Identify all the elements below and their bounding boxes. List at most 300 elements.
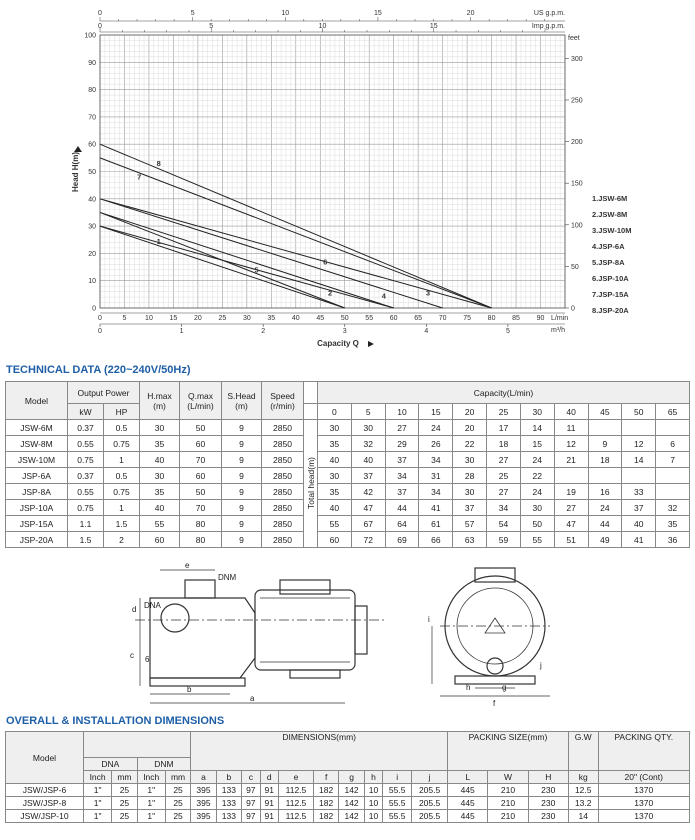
cell-head: 30 — [453, 484, 487, 500]
top-axis-usgpm-tick-label: 10 — [281, 10, 290, 17]
front-discharge — [475, 568, 515, 582]
cell-kw: 0.37 — [68, 420, 104, 436]
cell-hmax: 55 — [140, 516, 180, 532]
cell-qmax: 70 — [180, 500, 222, 516]
motor-body — [255, 590, 355, 670]
cell-head: 35 — [656, 516, 690, 532]
dim-cell-dnm-inch: 1" — [137, 810, 165, 823]
legend-entry: 1.JSW-6M — [592, 194, 628, 203]
cell-head: 44 — [588, 516, 622, 532]
dim-col-dna — [84, 732, 191, 758]
motor-base — [290, 670, 340, 678]
dim-cell-dna-mm: 25 — [112, 810, 137, 823]
cell-head: 7 — [656, 452, 690, 468]
dimensions-row — [6, 784, 690, 797]
cell-head: 34 — [419, 484, 453, 500]
pump-base — [150, 678, 245, 686]
motor-fan-cover — [355, 606, 367, 654]
cell-model: JSP-8A — [6, 484, 68, 500]
cell-head: 27 — [487, 452, 521, 468]
dim-cell-h: 10 — [364, 810, 382, 823]
dim-cell-pack: 445 — [448, 797, 488, 810]
cell-head: 72 — [351, 532, 385, 548]
cell-head: 54 — [487, 516, 521, 532]
dim-subcol-g: g — [339, 771, 364, 784]
dim-cell-d: 91 — [260, 797, 278, 810]
cell-head: 66 — [419, 532, 453, 548]
cell-head: 34 — [487, 500, 521, 516]
dim-cell-dna-inch: 1" — [84, 797, 112, 810]
dim-cell-dna-mm: 25 — [112, 797, 137, 810]
dim-cell-b: 133 — [216, 797, 241, 810]
cell-head: 32 — [351, 436, 385, 452]
cell-speed: 2850 — [262, 420, 304, 436]
dimensions-title: OVERALL & INSTALLATION DIMENSIONS — [6, 715, 225, 727]
cell-head: 60 — [318, 532, 352, 548]
dim-subcol-f: f — [313, 771, 338, 784]
capacity-header-cell: 0 — [318, 404, 352, 420]
side-view-drawing — [135, 570, 385, 703]
cell-head: 47 — [351, 500, 385, 516]
bottom-axis-m3h-tick-label: 2 — [261, 328, 266, 335]
legend-entry: 7.JSP-15A — [592, 290, 629, 299]
bottom-axis-lmin-tick-label: 45 — [316, 315, 325, 322]
dimensions-row — [6, 810, 690, 823]
label-6: 6 — [145, 655, 150, 664]
bottom-axis-m3h-tick-label: 4 — [424, 328, 429, 335]
pump-casing — [150, 598, 255, 678]
cell-qmax: 60 — [180, 436, 222, 452]
dim-cell-gw: 14 — [568, 810, 598, 823]
bottom-axis-m3h-tick-label: 0 — [98, 328, 102, 335]
cell-head: 67 — [351, 516, 385, 532]
left-axis-tick-label: 100 — [84, 32, 96, 40]
left-axis-tick-label: 0 — [92, 305, 96, 313]
dim-cell-dnm-inch: 1" — [137, 784, 165, 797]
cell-head: 30 — [318, 420, 352, 436]
legend-entry: 5.JSP-8A — [592, 258, 625, 267]
right-axis-tick-label: 50 — [571, 263, 579, 271]
cell-qmax: 80 — [180, 516, 222, 532]
dim-cell-gw: 13.2 — [568, 797, 598, 810]
left-axis-tick-label: 10 — [88, 278, 96, 286]
cell-head: 33 — [622, 484, 656, 500]
cell-qmax: 80 — [180, 532, 222, 548]
dim-cell-d: 91 — [260, 784, 278, 797]
cell-head: 19 — [554, 484, 588, 500]
dim-cell-g: 142 — [339, 797, 364, 810]
cell-head: 37 — [453, 500, 487, 516]
label-j: j — [540, 661, 542, 670]
cell-speed: 2850 — [262, 452, 304, 468]
dim-cell-a: 395 — [191, 810, 216, 823]
cell-head: 24 — [520, 484, 554, 500]
dim-subcol-inch: Inch — [84, 771, 112, 784]
cell-head: 40 — [622, 516, 656, 532]
dim-cell-j: 205.5 — [412, 797, 448, 810]
cell-model: JSP-10A — [6, 500, 68, 516]
capacity-spacer — [304, 382, 318, 404]
cell-head: 22 — [520, 468, 554, 484]
left-axis-tick-label: 30 — [88, 223, 96, 231]
label-h: h — [466, 683, 471, 692]
col-speed: Speed (r/min) — [262, 382, 304, 420]
bottom-axis-m3h-unit: m³/h — [551, 327, 565, 334]
dim-cell-g: 142 — [339, 810, 364, 823]
cell-head: 27 — [385, 420, 419, 436]
cell-head: 21 — [554, 452, 588, 468]
dim-cell-j: 205.5 — [412, 810, 448, 823]
cell-head: 27 — [487, 484, 521, 500]
right-axis-tick-label: 0 — [571, 305, 575, 313]
cell-head: 12 — [622, 436, 656, 452]
legend-entry: 6.JSP-10A — [592, 274, 629, 283]
cell-head: 14 — [520, 420, 554, 436]
total-head-label-cell — [304, 420, 318, 548]
cell-speed: 2850 — [262, 516, 304, 532]
dim-cell-f: 182 — [313, 784, 338, 797]
right-axis-unit: feet — [568, 35, 580, 42]
cell-head: 34 — [385, 468, 419, 484]
dim-subcol-d: d — [260, 771, 278, 784]
cell-head: 50 — [520, 516, 554, 532]
bottom-axis-m3h-tick-label: 3 — [342, 328, 347, 335]
total-head-label: Total head(m) — [305, 456, 316, 509]
bottom-axis-lmin-tick-label: 15 — [169, 315, 178, 322]
col-qmax: Q.max (L/min) — [180, 382, 222, 420]
top-axis-usgpm-unit: US g.p.m. — [533, 10, 565, 17]
dim-cell-qty: 1370 — [598, 784, 690, 797]
dim-cell-c: 97 — [242, 784, 260, 797]
col-capacity: Capacity(L/min) — [318, 382, 690, 404]
dim-cell-dna-inch: 1" — [84, 810, 112, 823]
technical-row — [6, 532, 690, 548]
cell-head: 24 — [588, 500, 622, 516]
cell-head: 15 — [520, 436, 554, 452]
curve-number-label: 1 — [156, 236, 161, 246]
cell-head: 40 — [318, 452, 352, 468]
cell-head: 12 — [554, 436, 588, 452]
bottom-axis-lmin-tick-label: 90 — [536, 315, 545, 322]
cell-head: 59 — [487, 532, 521, 548]
cell-model: JSP-20A — [6, 532, 68, 548]
cell-head: 6 — [656, 436, 690, 452]
dim-cell-model: JSW/JSP-8 — [6, 797, 84, 810]
cell-head: 41 — [622, 532, 656, 548]
cell-kw: 0.37 — [68, 468, 104, 484]
right-axis-tick-label: 150 — [571, 180, 583, 188]
curve-number-label: 7 — [137, 172, 142, 182]
x-axis-arrow-icon — [368, 341, 374, 347]
dim-cell-pack: 210 — [488, 784, 528, 797]
cell-head: 14 — [622, 452, 656, 468]
cell-head: 30 — [453, 452, 487, 468]
dim-cell-c: 97 — [242, 810, 260, 823]
cell-head: 44 — [385, 500, 419, 516]
col-kw: kW — [68, 404, 104, 420]
cell-head: 37 — [622, 500, 656, 516]
cell-head: 64 — [385, 516, 419, 532]
cell-hp: 1 — [104, 500, 140, 516]
dim-cell-i: 55.5 — [383, 784, 412, 797]
cell-qmax: 50 — [180, 420, 222, 436]
left-axis-tick-label: 40 — [88, 196, 96, 204]
capacity-header-cell: 45 — [588, 404, 622, 420]
dim-cell-a: 395 — [191, 784, 216, 797]
cell-head: 28 — [453, 468, 487, 484]
technical-row — [6, 420, 690, 436]
bottom-axis-lmin-tick-label: 75 — [463, 315, 472, 322]
dim-cell-b: 133 — [216, 810, 241, 823]
dim-cell-qty: 1370 — [598, 797, 690, 810]
dim-cell-e: 112.5 — [278, 784, 313, 797]
cell-head — [656, 484, 690, 500]
label-e: e — [185, 561, 190, 570]
discharge-port — [185, 580, 215, 598]
capacity-header-cell: 20 — [453, 404, 487, 420]
dim-cell-b: 133 — [216, 784, 241, 797]
terminal-box — [280, 580, 330, 594]
performance-chart-svg — [0, 0, 695, 355]
left-axis-tick-label: 20 — [88, 250, 96, 258]
label-a: a — [250, 694, 255, 703]
cell-shead: 9 — [222, 468, 262, 484]
top-axis-usgpm-tick-label: 15 — [374, 10, 382, 17]
cell-head — [622, 420, 656, 436]
legend-entry: 8.JSP-20A — [592, 306, 629, 315]
cell-speed: 2850 — [262, 436, 304, 452]
dim-subcol-pack-L: L — [448, 771, 488, 784]
cell-head: 41 — [419, 500, 453, 516]
label-d: d — [132, 605, 137, 614]
label-dnm: DNM — [218, 573, 237, 582]
cell-shead: 9 — [222, 516, 262, 532]
bottom-axis-lmin-tick-label: 35 — [267, 315, 276, 322]
cell-head: 63 — [453, 532, 487, 548]
cell-hp: 0.5 — [104, 468, 140, 484]
dim-cell-pack: 210 — [488, 797, 528, 810]
cell-hmax: 35 — [140, 436, 180, 452]
cell-kw: 1.5 — [68, 532, 104, 548]
dim-subcol-c: c — [242, 771, 260, 784]
dim-subcol-mm: mm — [165, 771, 190, 784]
label-b: b — [187, 685, 192, 694]
dim-subcol-e: e — [278, 771, 313, 784]
cell-head: 47 — [554, 516, 588, 532]
bottom-axis-lmin-tick-label: 5 — [122, 315, 127, 322]
cell-hmax: 40 — [140, 500, 180, 516]
dim-cell-dnm-mm: 25 — [165, 784, 190, 797]
dim-cell-c: 97 — [242, 797, 260, 810]
dim-cell-dna-mm: 25 — [112, 784, 137, 797]
bottom-axis-lmin-tick-label: 25 — [218, 315, 227, 322]
cell-kw: 0.75 — [68, 452, 104, 468]
dimensions-row — [6, 797, 690, 810]
top-axis-impgpm-unit: Imp g.p.m. — [531, 23, 565, 30]
label-f: f — [493, 699, 496, 708]
capacity-header-cell: 10 — [385, 404, 419, 420]
technical-data-table — [5, 381, 690, 548]
right-axis-tick-label: 300 — [571, 55, 583, 63]
curve-number-label: 5 — [254, 265, 259, 275]
dim-cell-pack: 445 — [448, 784, 488, 797]
suction-port — [161, 604, 189, 632]
top-axis-usgpm-tick-label: 20 — [466, 10, 475, 17]
cell-head: 30 — [318, 468, 352, 484]
technical-row — [6, 516, 690, 532]
capacity-spacer-2 — [304, 404, 318, 420]
cell-head: 25 — [487, 468, 521, 484]
dim-col-dimensions: DIMENSIONS(mm) — [191, 732, 448, 771]
capacity-header-cell: 25 — [487, 404, 521, 420]
dim-subcol-gw-unit: kg — [568, 771, 598, 784]
right-axis-tick-label: 100 — [571, 222, 583, 230]
label-g: g — [502, 683, 507, 692]
cell-head: 29 — [385, 436, 419, 452]
col-hmax: H.max (m) — [140, 382, 180, 420]
col-hp: HP — [104, 404, 140, 420]
bottom-axis-lmin-tick-label: 80 — [487, 315, 496, 322]
cell-shead: 9 — [222, 436, 262, 452]
left-axis-tick-label: 60 — [88, 141, 96, 149]
cell-head: 57 — [453, 516, 487, 532]
cell-head: 49 — [588, 532, 622, 548]
top-axis-usgpm-tick-label: 0 — [98, 10, 102, 17]
dim-subcol-b: b — [216, 771, 241, 784]
dim-subcol-inch: Inch — [137, 771, 165, 784]
cell-head — [588, 420, 622, 436]
curve-number-label: 3 — [425, 288, 431, 298]
cell-head: 16 — [588, 484, 622, 500]
cell-hp: 1.5 — [104, 516, 140, 532]
cell-shead: 9 — [222, 452, 262, 468]
dim-cell-e: 112.5 — [278, 810, 313, 823]
curve-number-label: 6 — [323, 257, 328, 267]
cell-shead: 9 — [222, 532, 262, 548]
legend-entry: 4.JSP-6A — [592, 242, 625, 251]
cell-hmax: 30 — [140, 468, 180, 484]
top-axis-usgpm-tick-label: 5 — [190, 10, 195, 17]
dim-cell-j: 205.5 — [412, 784, 448, 797]
bottom-axis-lmin-tick-label: 50 — [340, 315, 349, 322]
cell-qmax: 70 — [180, 452, 222, 468]
dim-subcol-i: i — [383, 771, 412, 784]
bottom-axis-lmin-tick-label: 40 — [291, 315, 300, 322]
left-axis-tick-label: 70 — [88, 114, 96, 122]
right-axis-tick-label: 250 — [571, 97, 583, 105]
cell-head: 18 — [487, 436, 521, 452]
label-i: i — [428, 615, 430, 624]
cell-head: 36 — [656, 532, 690, 548]
dim-cell-a: 395 — [191, 797, 216, 810]
cell-head: 11 — [554, 420, 588, 436]
left-axis-tick-label: 80 — [88, 87, 96, 95]
cell-shead: 9 — [222, 420, 262, 436]
col-model: Model — [6, 382, 68, 420]
dim-cell-e: 112.5 — [278, 797, 313, 810]
technical-row — [6, 500, 690, 516]
cell-head — [656, 420, 690, 436]
dim-subcol-h: h — [364, 771, 382, 784]
cell-head: 61 — [419, 516, 453, 532]
capacity-header-cell: 50 — [622, 404, 656, 420]
bottom-axis-lmin-tick-label: 70 — [438, 315, 447, 322]
cell-head: 51 — [554, 532, 588, 548]
cell-qmax: 60 — [180, 468, 222, 484]
top-axis-impgpm-tick-label: 5 — [209, 23, 214, 30]
bottom-axis-lmin-unit: L/min — [551, 315, 569, 322]
dim-cell-h: 10 — [364, 784, 382, 797]
dimension-drawings — [0, 558, 695, 708]
cell-hp: 0.75 — [104, 484, 140, 500]
cell-hp: 0.5 — [104, 420, 140, 436]
left-axis-arrow-icon — [74, 146, 82, 152]
cell-head: 55 — [520, 532, 554, 548]
dim-col-qty: PACKING QTY. — [598, 732, 690, 771]
technical-row — [6, 436, 690, 452]
cell-kw: 0.55 — [68, 484, 104, 500]
dim-cell-h: 10 — [364, 797, 382, 810]
dim-cell-pack: 230 — [528, 797, 568, 810]
cell-kw: 0.55 — [68, 436, 104, 452]
capacity-header-cell: 5 — [351, 404, 385, 420]
dim-cell-pack: 210 — [488, 810, 528, 823]
cell-model: JSW-6M — [6, 420, 68, 436]
dim-cell-pack: 230 — [528, 784, 568, 797]
cell-speed: 2850 — [262, 468, 304, 484]
cell-model: JSP-6A — [6, 468, 68, 484]
front-drain-plug — [487, 658, 503, 674]
top-axis-impgpm-tick-label: 0 — [98, 23, 102, 30]
dim-cell-f: 182 — [313, 810, 338, 823]
cell-head: 24 — [419, 420, 453, 436]
cell-head: 22 — [453, 436, 487, 452]
dim-col-model: Model — [6, 732, 84, 784]
cell-shead: 9 — [222, 484, 262, 500]
dim-cell-dnm-mm: 25 — [165, 797, 190, 810]
cell-head: 17 — [487, 420, 521, 436]
motor-fins — [260, 598, 350, 662]
dim-cell-i: 55.5 — [383, 797, 412, 810]
dim-subcol-qty-unit: 20" (Cont) — [598, 771, 690, 784]
top-axis-impgpm-tick-label: 15 — [429, 23, 438, 30]
left-axis-tick-label: 50 — [88, 169, 96, 176]
right-axis-tick-label: 200 — [571, 139, 583, 147]
top-axis-impgpm-tick-label: 10 — [318, 23, 327, 30]
bottom-axis-lmin-tick-label: 85 — [512, 315, 520, 322]
dim-cell-pack: 445 — [448, 810, 488, 823]
cell-head: 9 — [588, 436, 622, 452]
dim-cell-qty: 1370 — [598, 810, 690, 823]
cell-head: 35 — [318, 484, 352, 500]
cell-head: 55 — [318, 516, 352, 532]
front-view-drawing — [432, 568, 550, 696]
cell-head — [588, 468, 622, 484]
dim-subcol-dnm: DNM — [137, 758, 191, 771]
front-rotation-arrow — [485, 618, 505, 633]
bottom-axis-lmin-tick-label: 10 — [145, 315, 153, 322]
technical-subheader-row — [6, 404, 690, 420]
cell-hmax: 35 — [140, 484, 180, 500]
technical-data-title: TECHNICAL DATA (220~240V/50Hz) — [6, 364, 191, 376]
cell-head: 40 — [318, 500, 352, 516]
technical-row — [6, 468, 690, 484]
dim-col-gw: G.W — [568, 732, 598, 771]
capacity-header-cell: 15 — [419, 404, 453, 420]
dim-subcol-a: a — [191, 771, 216, 784]
cell-head: 42 — [351, 484, 385, 500]
capacity-header-cell: 30 — [520, 404, 554, 420]
